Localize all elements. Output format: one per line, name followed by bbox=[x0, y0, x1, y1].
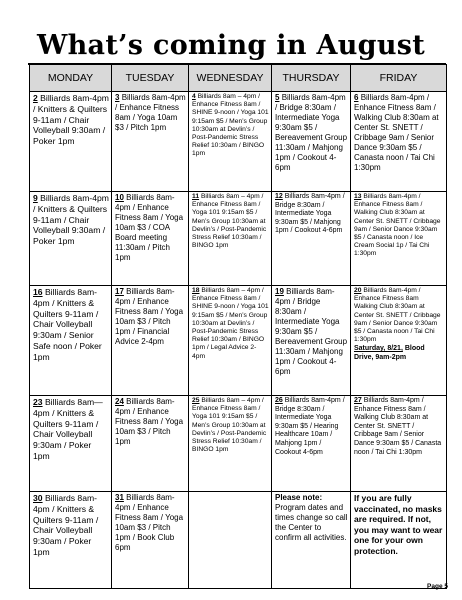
day-number: 31 bbox=[115, 493, 124, 502]
calendar-table bbox=[29, 64, 447, 589]
mask-notice-text: If you are fully vaccinated, no masks are required. If not, you may want to wear one for your own protection. bbox=[354, 493, 443, 556]
note-title: Please note: bbox=[275, 493, 323, 502]
day-cell bbox=[112, 286, 189, 396]
day-events: Billiards 8am – 4pm / Enhance Fitness 8am / SHINE 9-noon / Yoga 101 9:15am $5 / Men’s Group 10:30am at Devlin’s / Post-Pandemic Stress Relief 10:30am / BINGO 1pm bbox=[192, 93, 269, 158]
day-events: Billiards 8am – 4pm / Enhance Fitness 8am / SHINE 9-noon / Yoga 101 9:15am $5 / Men’s Group 10:30am at Devlin’s / Post-Pandemic Stress Relief 10:30am / BINGO 1pm / Legal Advice 2-4pm bbox=[192, 287, 269, 360]
day-events: Billiards 8am-4pm / Knitters & Quilters 9-11am / Chair Volleyball 9:30am / Poker 1pm bbox=[33, 93, 109, 147]
day-number: 26 bbox=[275, 397, 283, 404]
day-number: 17 bbox=[115, 287, 124, 296]
day-events: Billiards 8am-4pm / Bridge 8:30am / Intermediate Yoga 9:30am $5 / Bereavement Group 11:30am / Mahjong 1pm / Cookout 4-6pm bbox=[275, 287, 348, 376]
weekday-header: THURSDAY bbox=[272, 65, 351, 92]
week-row bbox=[30, 396, 447, 492]
note-cell bbox=[272, 492, 351, 589]
blood-drive-note bbox=[354, 345, 444, 362]
day-number: 6 bbox=[354, 93, 359, 102]
week-row bbox=[30, 286, 447, 396]
day-events: Billiards 8am-4pm / Enhance Fitness 8am / Walking Club 8:30am at Center St. SNETT / Cribbage 9am / Senior Dance 9:30am $5 / Canasta noon / Tai Chi 1:30pm bbox=[354, 93, 439, 172]
weekday-header-row bbox=[30, 65, 447, 92]
day-number: 11 bbox=[192, 193, 200, 200]
day-number: 3 bbox=[115, 93, 120, 102]
day-cell bbox=[112, 396, 189, 492]
day-number: 12 bbox=[275, 193, 283, 200]
day-number: 13 bbox=[354, 193, 362, 200]
day-cell bbox=[189, 286, 272, 396]
day-events: Billiards 8am-4pm / Enhance Fitness 8am Walking Club 8:30am at Center St. SNETT / Cribbage 9am / Senior Dance 9:30am $5 / Canasta noon / Tai Chi 1:30pm bbox=[354, 287, 441, 344]
week-row bbox=[30, 92, 447, 192]
blood-drive-text: Blood Drive, 9am-2pm bbox=[354, 345, 425, 362]
day-events: Billiards 8am-4pm / Enhance Fitness 8am / Yoga 10am $3 / Pitch 1pm / Book Club 6pm bbox=[115, 493, 184, 552]
day-events: Billiards 8am-4pm / Knitters & Quilters 9-11am / Chair Volleyball 9:30am / Poker 1pm bbox=[33, 493, 99, 557]
day-events: Billiards 8am-4pm / Bridge 8:30am / Intermediate Yoga 9:30am $5 / Bereavement Group 11:30am / Mahjong 1pm / Cookout 4-6pm bbox=[275, 93, 348, 172]
day-cell bbox=[272, 92, 351, 192]
day-cell bbox=[272, 286, 351, 396]
day-cell bbox=[351, 92, 447, 192]
day-events: Billiards 8am-4pm / Enhance Fitness 8am / Yoga 10am $3 / COA Board meeting 11:30am / Pitch 1pm bbox=[115, 193, 184, 262]
day-cell bbox=[351, 396, 447, 492]
day-events: Billiards 8am-4pm / Enhance Fitness 8am / Yoga 10am $3 / Pitch 1pm bbox=[115, 93, 186, 132]
day-number: 30 bbox=[33, 493, 43, 503]
day-cell bbox=[272, 192, 351, 286]
weekday-header: TUESDAY bbox=[112, 65, 189, 92]
day-cell bbox=[189, 396, 272, 492]
empty-day-cell bbox=[189, 492, 272, 589]
day-events: Billiards 8am-4pm / Enhance Fitness 8am / Yoga 10am $3 / Pitch 1pm bbox=[115, 397, 184, 446]
day-cell bbox=[189, 192, 272, 286]
day-events: Billiards 8am-4pm / Enhance Fitness 8am / Yoga 10am $3 / Pitch 1pm / Financial Advice 2-4pm bbox=[115, 287, 184, 346]
day-number: 5 bbox=[275, 93, 280, 102]
weekday-header: MONDAY bbox=[30, 65, 112, 92]
day-events: Billiards 8am-4pm / Knitters & Quilters 9-11am / Chair Volleyball 9:30am / Senior Safe noon / Poker 1pm bbox=[33, 287, 102, 362]
week-row bbox=[30, 192, 447, 286]
day-cell bbox=[272, 396, 351, 492]
note-text: Program dates and times change so call the Center to confirm all activities. bbox=[275, 503, 348, 542]
day-events: Billiards 8am-4pm / Bridge 8:30am / Intermediate Yoga 9:30am $5 / Hearing Healthcare 10am / Mahjong 1pm / Cookout 4-6pm bbox=[275, 397, 345, 456]
day-number: 2 bbox=[33, 93, 38, 103]
day-number: 25 bbox=[192, 397, 200, 404]
day-number: 27 bbox=[354, 397, 362, 404]
page-number: Page 5 bbox=[427, 583, 448, 590]
day-cell bbox=[112, 92, 189, 192]
weekday-header: FRIDAY bbox=[351, 65, 447, 92]
day-events: Billiards 8am – 4pm / Enhance Fitness 8am / Yoga 101 9:15am $5 / Men’s Group 10:30am at Devlin’s / Post-Pandemic Stress Relief 10:30am / BINGO 1pm bbox=[192, 193, 267, 250]
day-events: Billiards 8am-4pm / Enhance Fitness 8am / Walking Club 8:30am at Center St. SNETT / Cribbage 9am / Senior Dance 9:30am $5 / Canasta noon / Ice Cream Social 1p / Tai Chi 1:30pm bbox=[354, 193, 441, 258]
day-cell bbox=[189, 92, 272, 192]
day-cell bbox=[30, 396, 112, 492]
day-number: 19 bbox=[275, 287, 284, 296]
day-events: Billiards 8am – 4pm / Enhance Fitness 8am / Yoga 101 9:15am $5 / Men’s Group 10:30am at Devlin’s / Post-Pandemic Stress Relief 10:30am / BINGO 1pm bbox=[192, 397, 267, 454]
day-cell bbox=[112, 192, 189, 286]
day-number: 9 bbox=[33, 193, 38, 203]
day-cell bbox=[30, 492, 112, 589]
day-number: 23 bbox=[33, 397, 43, 407]
day-events: Billiards 8am-4pm / Enhance Fitness 8am / Walking Club 8:30am at Center St. SNETT / Cribbage 9am / Senior Dance 9:30am $5 / Canasta noon / Tai Chi 1:30pm bbox=[354, 397, 442, 456]
day-number: 16 bbox=[33, 287, 43, 297]
day-number: 10 bbox=[115, 193, 124, 202]
day-number: 20 bbox=[354, 287, 362, 294]
day-events: Billiards 8am-4pm / Bridge 8:30am / Intermediate Yoga 9:30am $5 / Mahjong 1pm / Cookout 4-6pm bbox=[275, 193, 345, 235]
day-events: Billiards 8am—4pm / Knitters & Quilters 9-11am / Chair Volleyball 9:30am / Poker 1pm bbox=[33, 397, 103, 461]
day-number: 24 bbox=[115, 397, 124, 406]
day-events: Billiards 8am-4pm / Knitters & Quilters 9-11am / Chair Volleyball 9:30am / Poker 1pm bbox=[33, 193, 109, 247]
day-cell bbox=[351, 286, 447, 396]
weekday-header: WEDNESDAY bbox=[189, 65, 272, 92]
day-cell bbox=[351, 192, 447, 286]
day-number: 4 bbox=[192, 93, 196, 100]
day-cell bbox=[30, 286, 112, 396]
mask-notice-cell bbox=[351, 492, 447, 589]
day-cell bbox=[30, 92, 112, 192]
day-number: 18 bbox=[192, 287, 200, 294]
page-title: What’s coming in August bbox=[36, 30, 426, 61]
week-row bbox=[30, 492, 447, 589]
day-cell bbox=[112, 492, 189, 589]
day-cell bbox=[30, 192, 112, 286]
blood-drive-date: Saturday, 8/21, bbox=[354, 345, 403, 353]
